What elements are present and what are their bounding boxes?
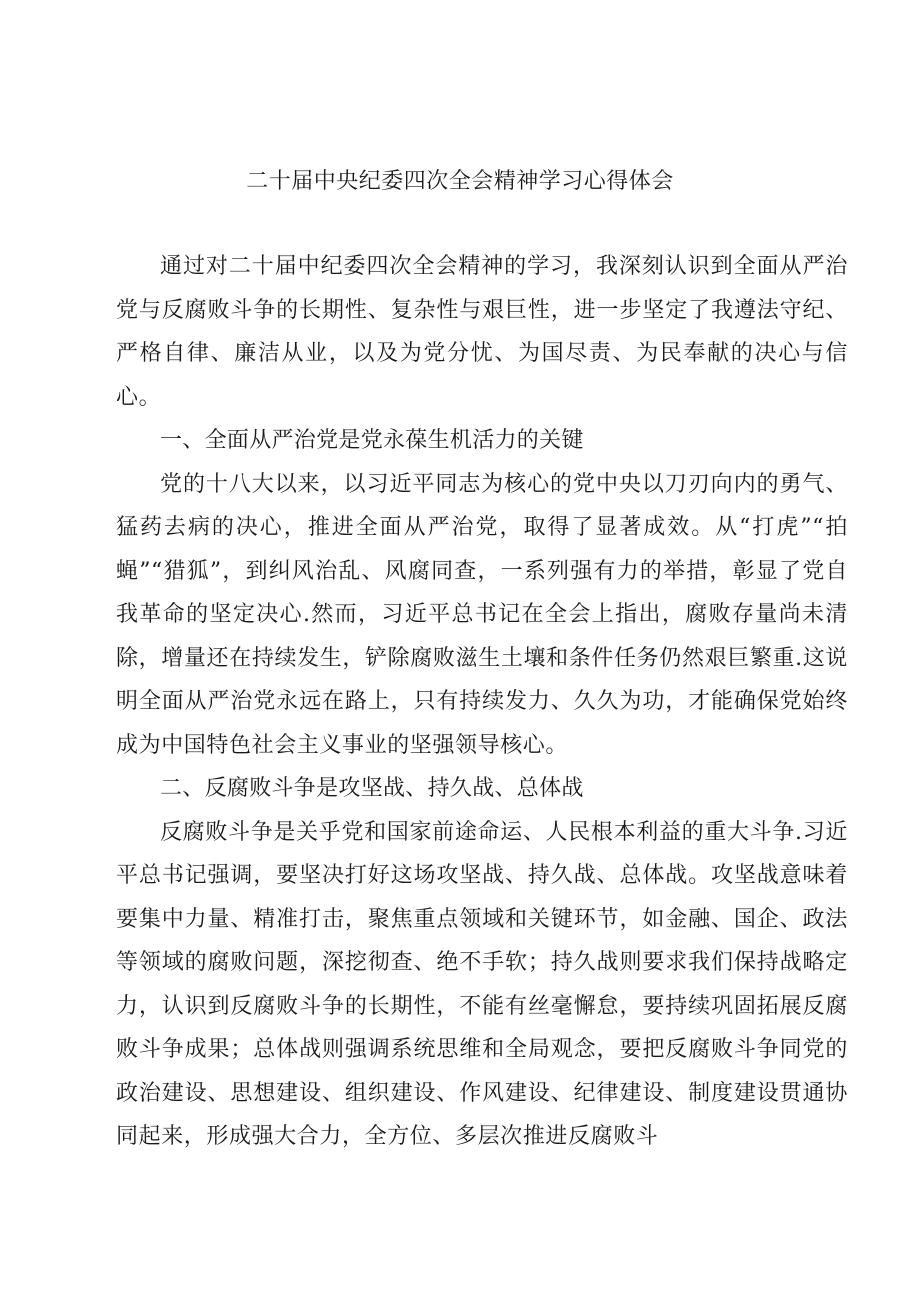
intro-paragraph: 通过对二十届中纪委四次全会精神的学习，我深刻认识到全面从严治党与反腐败斗争的长期性、复杂性与艰巨性，进一步坚定了我遵法守纪、严格自律、廉洁从业，以及为党分忧、为国尽责、为民奉献的决心与信心。 bbox=[116, 254, 848, 410]
section-2-paragraph: 反腐败斗争是关乎党和国家前途命运、人民根本利益的重大斗争.习近平总书记强调，要坚决打好这场攻坚战、持久战、总体战。攻坚战意味着要集中力量、精准打击，聚焦重点领域和关键环节，如金融、国企、政法等领域的腐败问题，深挖彻查、绝不手软；持久战则要求我们保持战略定力，认识到反腐败斗争的长期性，不能有丝毫懈怠，要持续巩固拓展反腐败斗争成果；总体战则强调系统思维和全局观念，要把反腐败斗争同党的政治建设、思想建设、组织建设、作风建设、纪律建设、制度建设贯通协同起来，形成强大合力，全方位、多层次推进反腐败斗 bbox=[116, 819, 848, 1149]
document-body bbox=[116, 245, 848, 1159]
section-1-paragraph: 党的十八大以来，以习近平同志为核心的党中央以刀刃向内的勇气、猛药去病的决心，推进全面从严治党，取得了显著成效。从“打虎”“拍蝇”“猎狐”，到纠风治乱、风腐同查，一系列强有力的举措，彰显了党自我革命的坚定决心.然而，习近平总书记在全会上指出，腐败存量尚未清除，增量还在持续发生，铲除腐败滋生土壤和条件任务仍然艰巨繁重.这说明全面从严治党永远在路上，只有持续发力、久久为功，才能确保党始终成为中国特色社会主义事业的坚强领导核心。 bbox=[116, 471, 848, 758]
section-2-heading: 二、反腐败斗争是攻坚战、持久战、总体战 bbox=[160, 776, 584, 801]
section-1-heading: 一、全面从严治党是党永葆生机活力的关键 bbox=[160, 428, 584, 453]
document-title: 二十届中央纪委四次全会精神学习心得体会 bbox=[246, 169, 674, 194]
